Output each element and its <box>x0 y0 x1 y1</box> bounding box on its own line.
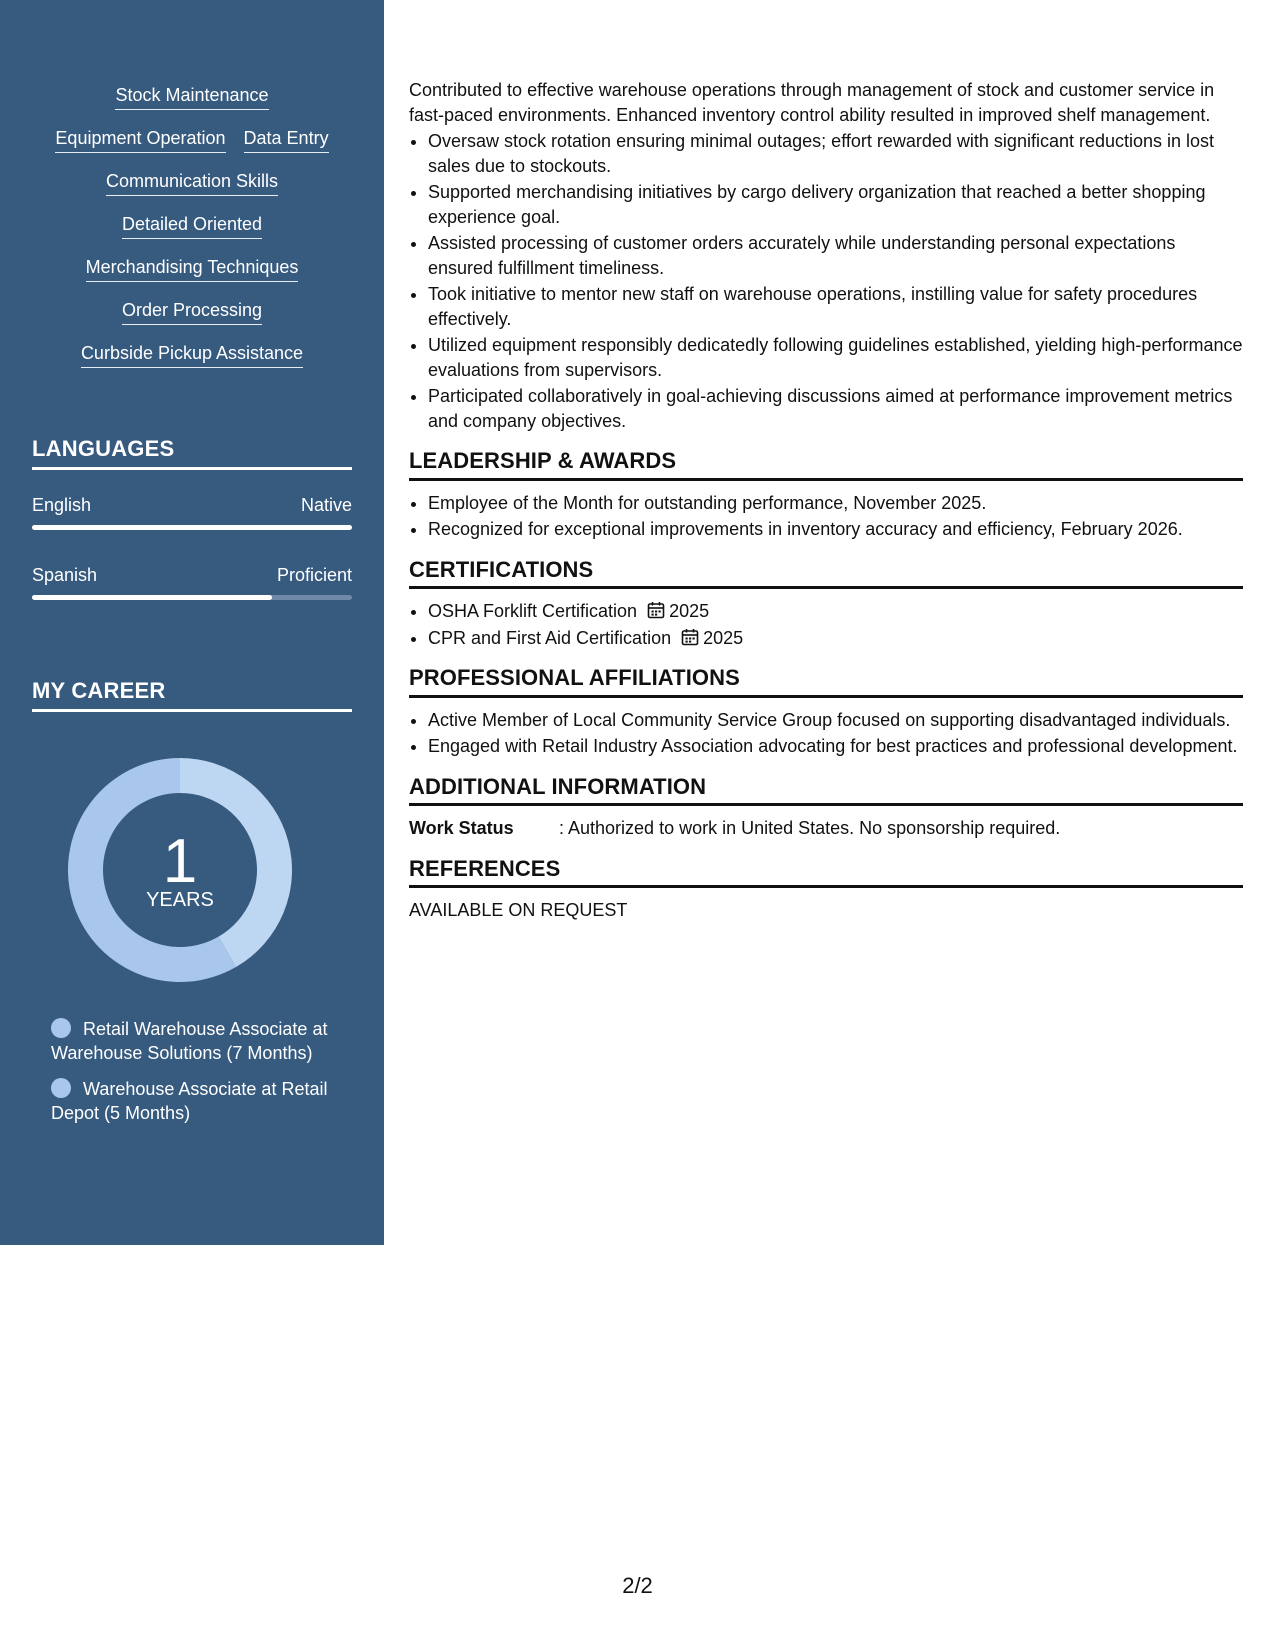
page-number: 2/2 <box>622 1573 653 1598</box>
language-name: English <box>32 495 92 515</box>
calendar-icon <box>647 601 665 619</box>
language-spanish <box>32 564 352 600</box>
certification-year: 2025 <box>669 601 710 621</box>
career-donut <box>60 750 300 990</box>
certifications-heading: CERTIFICATIONS <box>409 558 1243 590</box>
skill-row <box>32 213 352 239</box>
list-item <box>428 626 1243 651</box>
skill-row <box>32 84 352 110</box>
work-status-label: Work Status <box>409 818 514 838</box>
certification-year: 2025 <box>703 627 744 648</box>
list-item: • Oversaw stock rotation ensuring minimal outages; effort rewarded with significant reductions in lost sales due to stockouts. <box>428 129 1243 178</box>
skill-row <box>32 256 352 282</box>
certifications-list <box>409 599 1243 650</box>
list-item: • Employee of the Month for outstanding performance, November 2025. <box>428 491 1243 516</box>
skill-tag: Equipment Operation <box>55 127 225 153</box>
career-item <box>51 1077 341 1125</box>
career-list <box>51 1017 341 1137</box>
career-item-text: Retail Warehouse Associate at Warehouse Solutions (7 Months) <box>51 1019 328 1063</box>
leadership-list <box>409 491 1243 542</box>
list-item: • Active Member of Local Community Service Group focused on supporting disadvantaged individuals. <box>428 708 1243 733</box>
list-item: • Engaged with Retail Industry Association advocating for best practices and professional development. <box>428 734 1243 759</box>
list-item: • Supported merchandising initiatives by cargo delivery organization that reached a better shopping experience goal. <box>428 180 1243 229</box>
skill-row <box>32 127 352 153</box>
bullet-dot-icon <box>51 1078 71 1098</box>
list-item: • Utilized equipment responsibly dedicatedly following guidelines established, yielding high-performance evaluations from supervisors. <box>428 333 1243 382</box>
language-level: Native <box>300 495 352 515</box>
summary-intro: Contributed to effective warehouse operations through management of stock and customer service in fast-paced environments. Enhanced inventory control ability resulted in improved shelf management. <box>409 80 1215 125</box>
additional-info-heading: ADDITIONAL INFORMATION <box>409 775 1243 807</box>
skill-row <box>32 299 352 325</box>
language-bar <box>32 595 352 600</box>
skills-list <box>32 84 352 385</box>
affiliations-list <box>409 708 1243 759</box>
skill-tag: Order Processing <box>122 299 262 325</box>
main-content <box>409 78 1243 923</box>
language-english <box>32 494 352 530</box>
languages-heading: LANGUAGES <box>32 436 352 470</box>
career-item-text: Warehouse Associate at Retail Depot (5 Months) <box>51 1079 328 1123</box>
affiliations-heading: PROFESSIONAL AFFILIATIONS <box>409 666 1243 698</box>
work-status-row <box>409 816 1243 841</box>
sidebar <box>0 0 384 1245</box>
certification-name: CPR and First Aid Certification <box>428 627 672 648</box>
language-bar-fill <box>32 525 352 530</box>
skill-tag: Stock Maintenance <box>115 84 268 110</box>
language-bar-fill <box>32 595 272 600</box>
skill-tag: Data Entry <box>244 127 329 153</box>
work-status-value: : Authorized to work in United States. No sponsorship required. <box>559 818 1061 838</box>
calendar-icon <box>681 628 699 646</box>
references-heading: REFERENCES <box>409 857 1243 889</box>
skill-row <box>32 170 352 196</box>
list-item: • Took initiative to mentor new staff on warehouse operations, instilling value for safety procedures effectively. <box>428 282 1243 331</box>
list-item: • Assisted processing of customer orders accurately while understanding personal expectations ensured fulfillment timeliness. <box>428 231 1243 280</box>
career-heading: MY CAREER <box>32 678 352 712</box>
career-years-label: YEARS <box>146 889 214 911</box>
references-text: AVAILABLE ON REQUEST <box>409 900 628 920</box>
bullet-dot-icon <box>51 1018 71 1038</box>
certification-name: OSHA Forklift Certification <box>428 601 638 621</box>
list-item: • Recognized for exceptional improvements in inventory accuracy and efficiency, February 2026. <box>428 517 1243 542</box>
skill-tag: Communication Skills <box>106 170 278 196</box>
list-item <box>428 599 1243 624</box>
list-item: • Participated collaboratively in goal-achieving discussions aimed at performance improvement metrics and company objectives. <box>428 384 1243 433</box>
language-bar <box>32 525 352 530</box>
career-years-value: 1 <box>162 827 198 896</box>
language-level: Proficient <box>276 565 352 585</box>
career-item <box>51 1017 341 1065</box>
experience-bullets <box>409 129 1243 433</box>
skill-tag: Merchandising Techniques <box>86 256 299 282</box>
leadership-heading: LEADERSHIP & AWARDS <box>409 449 1243 481</box>
skill-tag: Detailed Oriented <box>122 213 262 239</box>
language-name: Spanish <box>32 565 98 585</box>
skill-row <box>32 342 352 368</box>
skill-tag: Curbside Pickup Assistance <box>81 342 303 368</box>
